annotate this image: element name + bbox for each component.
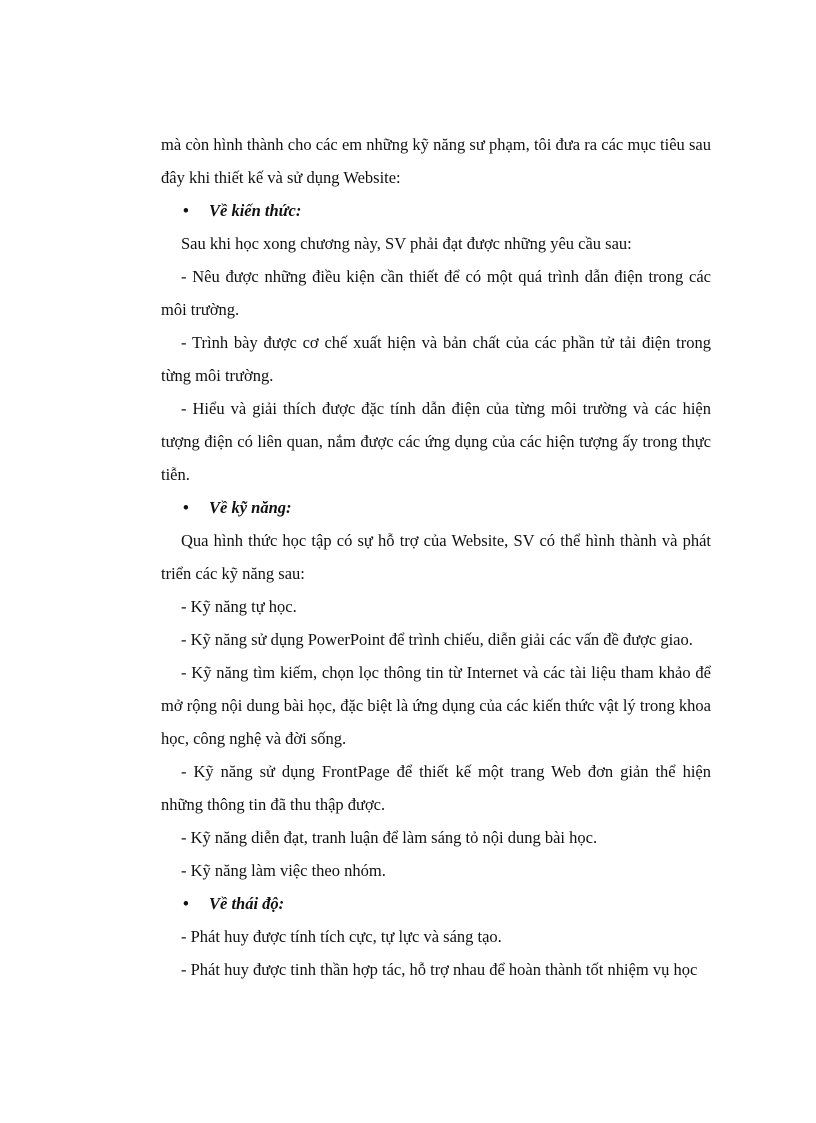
paragraph-skill-5: - Kỹ năng diễn đạt, tranh luận để làm sáng tỏ nội dung bài học. <box>181 828 598 847</box>
bullet-icon: • <box>183 894 189 913</box>
heading-skills <box>161 491 711 524</box>
paragraph-skill-3: - Kỹ năng tìm kiếm, chọn lọc thông tin từ Internet và các tài liệu tham khảo để mở rộng nội dung bài học, đặc biệt là ứng dụng của các kiến thức vật lý trong khoa học, công nghệ và đời sống. <box>161 663 711 748</box>
paragraph-knowledge-3: - Hiểu và giải thích được đặc tính dẫn điện của từng môi trường và các hiện tượng điện có liên quan, nắm được các ứng dụng của các hiện tượng ấy trong thực tiễn. <box>161 399 711 484</box>
bullet-icon: • <box>183 498 189 517</box>
paragraph-skill-2: - Kỹ năng sử dụng PowerPoint để trình chiếu, diễn giải các vấn đề được giao. <box>181 630 693 649</box>
paragraph-knowledge-lead: Sau khi học xong chương này, SV phải đạt được những yêu cầu sau: <box>181 234 632 253</box>
paragraph-attitude-2: - Phát huy được tinh thần hợp tác, hỗ trợ nhau để hoàn thành tốt nhiệm vụ học <box>181 960 698 979</box>
heading-knowledge <box>161 194 711 227</box>
paragraph-skill-1: - Kỹ năng tự học. <box>181 597 297 616</box>
heading-skills-label: Về kỹ năng: <box>209 498 292 517</box>
document-page <box>161 128 711 986</box>
paragraph-intro: mà còn hình thành cho các em những kỹ năng sư phạm, tôi đưa ra các mục tiêu sau đây khi thiết kế và sử dụng Website: <box>161 135 711 187</box>
heading-attitude-label: Về thái độ: <box>209 894 285 913</box>
bullet-icon: • <box>183 201 189 220</box>
paragraph-skill-6: - Kỹ năng làm việc theo nhóm. <box>181 861 386 880</box>
heading-knowledge-label: Về kiến thức: <box>209 201 302 220</box>
paragraph-knowledge-2: - Trình bày được cơ chế xuất hiện và bản chất của các phần tử tải điện trong từng môi trường. <box>161 333 711 385</box>
paragraph-attitude-1: - Phát huy được tính tích cực, tự lực và sáng tạo. <box>181 927 502 946</box>
paragraph-skill-4: - Kỹ năng sử dụng FrontPage để thiết kế một trang Web đơn giản thể hiện những thông tin đã thu thập được. <box>161 762 711 814</box>
paragraph-knowledge-1: - Nêu được những điều kiện cần thiết để có một quá trình dẫn điện trong các môi trường. <box>161 267 711 319</box>
heading-attitude <box>161 887 711 920</box>
paragraph-skills-lead: Qua hình thức học tập có sự hỗ trợ của Website, SV có thể hình thành và phát triển các kỹ năng sau: <box>161 531 711 583</box>
